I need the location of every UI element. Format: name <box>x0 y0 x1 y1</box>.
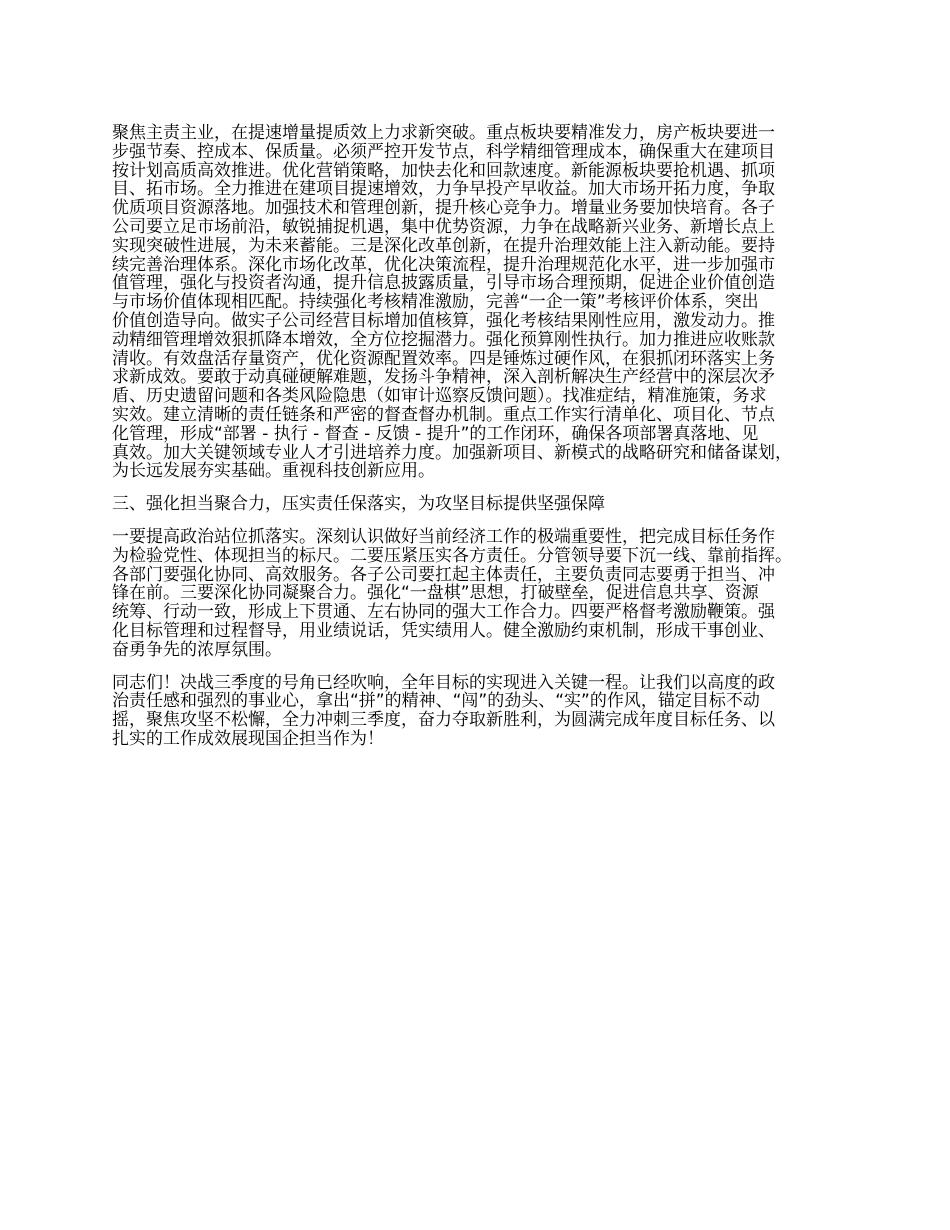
text-line: 续完善治理体系。深化市场化改革，优化决策流程，提升治理规范化水平，进一步加强市 <box>112 254 775 275</box>
text-line: 各部门要强化协同、高效服务。各子公司要扛起主体责任，主要负责同志要勇于担当、冲 <box>112 564 775 585</box>
text-line: 与市场价值体现相匹配。持续强化考核精准激励，完善“一企一策”考核评价体系，突出 <box>112 292 759 313</box>
document-page <box>112 124 857 763</box>
text-line: 扎实的工作成效展现国企担当作为！ <box>112 728 384 749</box>
text-line: 摇，聚焦攻坚不松懈，全力冲刺三季度，奋力夺取新胜利，为圆满完成年度目标任务、以 <box>112 710 775 731</box>
text-line: 盾、历史遗留问题和各类风险隐患（如审计巡察反馈问题）。找准症结，精准施策，务求 <box>112 386 767 407</box>
text-line: 为长远发展夯实基础。重视科技创新应用。 <box>112 461 435 482</box>
text-line: 三、强化担当聚合力，压实责任保落实，为攻坚目标提供坚强保障 <box>112 494 605 515</box>
text-line: 同志们！决战三季度的号角已经吹响，全年目标的实现进入关键一程。让我们以高度的政 <box>112 672 775 693</box>
text-line: 化目标管理和过程督导，用业绩说话，凭实绩用人。健全激励约束机制，形成干事创业、 <box>112 620 775 641</box>
text-line: 按计划高质高效推进。优化营销策略，加快去化和回款速度。新能源板块要抢机遇、抓项 <box>112 160 775 181</box>
text-line: 为检验党性、体现担当的标尺。二要压紧压实各方责任。分管领导要下沉一线、靠前指挥。 <box>112 545 792 566</box>
text-line: 一要提高政治站位抓落实。深刻认识做好当前经济工作的极端重要性，把完成目标任务作 <box>112 526 775 547</box>
text-line: 价值创造导向。做实子公司经营目标增加值核算，强化考核结果刚性应用，激发动力。推 <box>112 310 775 331</box>
body-paragraph-1 <box>112 124 857 481</box>
text-line: 聚焦主责主业，在提速增量提质效上力求新突破。重点板块要精准发力，房产板块要进一 <box>112 123 775 143</box>
text-line: 实现突破性进展，为未来蓄能。三是深化改革创新，在提升治理效能上注入新动能。要持 <box>112 235 775 256</box>
section-heading-3 <box>112 495 857 514</box>
text-line: 统筹、行动一致，形成上下贯通、左右协同的强大工作合力。四要严格督考激励鞭策。强 <box>112 602 775 623</box>
text-line: 动精细管理增效狠抓降本增效，全方位挖掘潜力。强化预算刚性执行。加力推进应收账款 <box>112 329 775 350</box>
body-paragraph-2 <box>112 528 857 660</box>
text-line: 化管理，形成“部署 - 执行 - 督查 - 反馈 - 提升”的工作闭环，确保各项部署真落地、见 <box>112 423 759 444</box>
text-line: 治责任感和强烈的事业心，拿出“拼”的精神、“闯”的劲头、“实”的作风，锚定目标不动 <box>112 691 760 712</box>
text-line: 公司要立足市场前沿，敏锐捕捉机遇，集中优势资源，力争在战略新兴业务、新增长点上 <box>112 216 775 237</box>
text-line: 目、拓市场。全力推进在建项目提速增效，力争早投产早收益。加大市场开拓力度，争取 <box>112 179 775 200</box>
text-line: 真效。加大关键领域专业人才引进培养力度。加强新项目、新模式的战略研究和储备谋划， <box>112 442 792 463</box>
text-line: 步强节奏、控成本、保质量。必须严控开发节点，科学精细管理成本，确保重大在建项目 <box>112 141 775 162</box>
text-line: 求新成效。要敢于动真碰硬解难题，发扬斗争精神，深入剖析解决生产经营中的深层次矛 <box>112 367 775 388</box>
closing-paragraph <box>112 674 857 749</box>
text-line: 值管理，强化与投资者沟通，提升信息披露质量，引导市场合理预期，促进企业价值创造 <box>112 273 775 294</box>
text-line: 奋勇争先的浓厚氛围。 <box>112 639 282 660</box>
text-line: 优质项目资源落地。加强技术和管理创新，提升核心竞争力。增量业务要加快培育。各子 <box>112 198 775 219</box>
text-line: 实效。建立清晰的责任链条和严密的督查督办机制。重点工作实行清单化、项目化、节点 <box>112 404 775 425</box>
text-line: 清收。有效盘活存量资产，优化资源配置效率。四是锤炼过硬作风，在狠抓闭环落实上务 <box>112 348 775 369</box>
text-line: 锋在前。三要深化协同凝聚合力。强化“一盘棋”思想，打破壁垒，促进信息共享、资源 <box>112 583 759 604</box>
